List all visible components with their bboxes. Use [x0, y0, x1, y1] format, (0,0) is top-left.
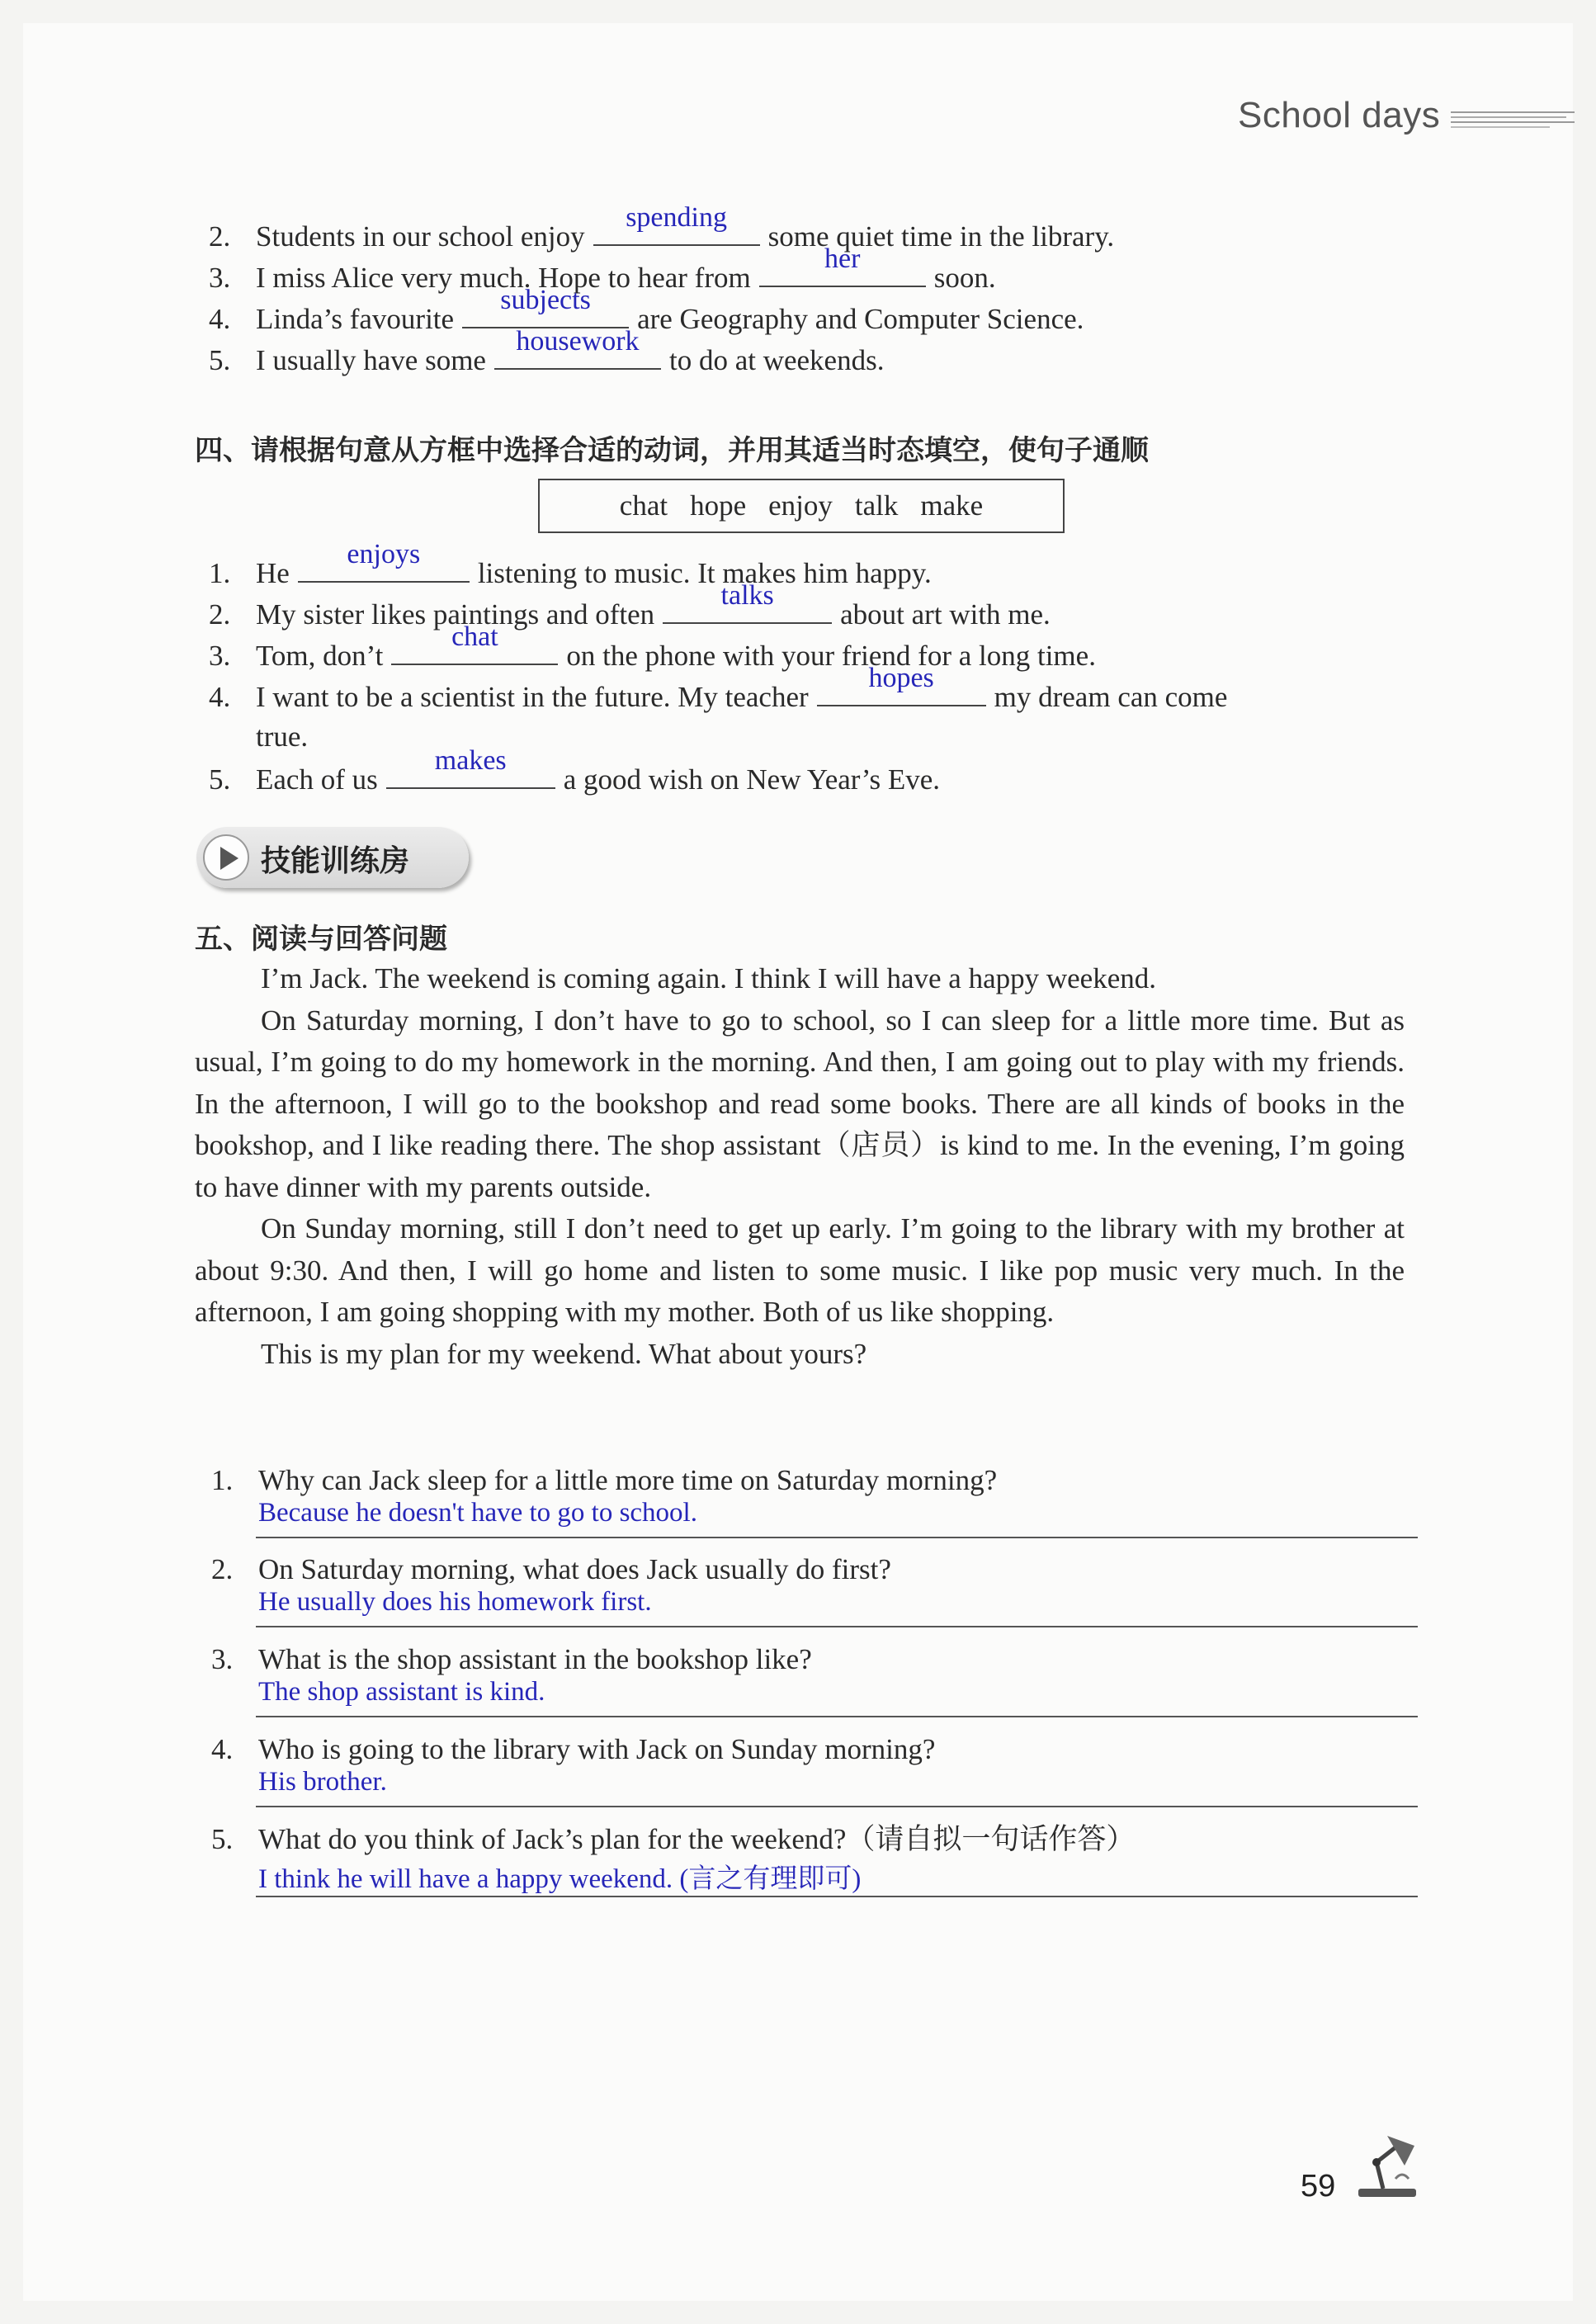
- page-number: 59: [1301, 2169, 1336, 2204]
- reading-passage: [195, 958, 1405, 1375]
- part4-item-5: 5. Each of us makes a good wish on New Year’s Eve.: [209, 745, 940, 796]
- question-2: 2. On Saturday morning, what does Jack usually do first?: [211, 1553, 891, 1585]
- passage-paragraph: On Saturday morning, I don’t have to go to school, so I can sleep for a little more time. But as usual, I’m going to do my homework in the morning. And then, I am going out to play with my friends. In the afternoon, I will go to the bookshop and read some books. There are all kinds of books in the bookshop, and I like reading there. The shop assistant（店员）is kind to me. In the evening, I’m going to have dinner with my parents outside.: [195, 1004, 1405, 1203]
- passage-paragraph: I’m Jack. The weekend is coming again. I think I will have a happy weekend.: [261, 962, 1156, 994]
- word-option: hope: [690, 489, 747, 522]
- answer-rule: [256, 1626, 1418, 1627]
- answer-blank[interactable]: [663, 580, 832, 624]
- play-icon: [203, 834, 249, 881]
- answer-rule: [256, 1537, 1418, 1538]
- handwritten-answer: makes: [434, 745, 507, 776]
- word-option: enjoy: [768, 489, 833, 522]
- answer-blank[interactable]: [494, 326, 661, 370]
- handwritten-answer: housework: [516, 326, 640, 357]
- handwritten-answer: chat: [451, 621, 498, 652]
- desk-lamp-icon: [1350, 2129, 1424, 2204]
- answer-blank[interactable]: [386, 745, 555, 789]
- part5-title: 五、阅读与回答问题: [195, 923, 447, 956]
- answer-line-1[interactable]: Because he doesn't have to go to school.: [258, 1498, 697, 1528]
- handwritten-answer: talks: [720, 580, 774, 611]
- passage-paragraph: On Sunday morning, still I don’t need to get up early. I’m going to the library with my brother at about 9:30. And then, I will go home and listen to some music. I like pop music very much. In the afternoon, I am going shopping with my mother. Both of us like shopping.: [195, 1212, 1405, 1328]
- answer-blank[interactable]: [298, 539, 470, 583]
- answer-blank[interactable]: [817, 663, 986, 706]
- word-option: chat: [619, 489, 668, 522]
- word-option: make: [920, 489, 984, 522]
- answer-blank[interactable]: [593, 202, 760, 246]
- question-3: 3. What is the shop assistant in the bookshop like?: [211, 1643, 812, 1675]
- question-4: 4. Who is going to the library with Jack on Sunday morning?: [211, 1733, 936, 1765]
- answer-rule: [256, 1806, 1418, 1807]
- part3-item-2: 2. Students in our school enjoy spending some quiet time in the library.: [209, 202, 1115, 253]
- word-box: [538, 479, 1065, 533]
- handwritten-answer: hopes: [868, 663, 934, 693]
- answer-rule: [256, 1716, 1418, 1717]
- answer-line-5[interactable]: I think he will have a happy weekend. (言之有理即可): [258, 1864, 862, 1894]
- handwritten-answer: enjoys: [347, 539, 421, 569]
- part4-item-4: 4. I want to be a scientist in the future. My teacher hopes my dream can come: [209, 663, 1228, 713]
- answer-line-2[interactable]: He usually does his homework first.: [258, 1587, 652, 1617]
- part4-title: 四、请根据句意从方框中选择合适的动词，并用其适当时态填空，使句子通顺: [195, 434, 1149, 467]
- answer-rule: [256, 1896, 1418, 1897]
- question-5: 5. What do you think of Jack’s plan for the weekend?（请自拟一句话作答）: [211, 1823, 1136, 1855]
- running-header-title: School days: [1238, 95, 1441, 135]
- part3-item-3: 3. I miss Alice very much. Hope to hear from her soon.: [209, 243, 996, 294]
- header-decoration-stripes: [1451, 109, 1575, 129]
- part4-item-1: 1. He enjoys listening to music. It makes him happy.: [209, 539, 932, 589]
- answer-line-4[interactable]: His brother.: [258, 1767, 387, 1797]
- word-option: talk: [854, 489, 899, 522]
- handwritten-answer: spending: [626, 202, 727, 233]
- question-1: 1. Why can Jack sleep for a little more time on Saturday morning?: [211, 1464, 998, 1496]
- skill-training-badge: 技能训练房: [196, 827, 469, 888]
- handwritten-answer: her: [824, 243, 861, 274]
- answer-line-3[interactable]: The shop assistant is kind.: [258, 1677, 545, 1707]
- answer-blank[interactable]: [391, 621, 558, 665]
- part4-item-2: 2. My sister likes paintings and often talks about art with me.: [209, 580, 1051, 631]
- answer-blank[interactable]: [759, 243, 926, 287]
- part4-item-3: 3. Tom, don’t chat on the phone with your friend for a long time.: [209, 621, 1096, 672]
- handwritten-answer: subjects: [500, 285, 591, 315]
- part3-item-5: 5. I usually have some housework to do at weekends.: [209, 326, 885, 376]
- part3-item-4: 4. Linda’s favourite subjects are Geography and Computer Science.: [209, 285, 1084, 335]
- answer-blank[interactable]: [462, 285, 629, 328]
- part4-item-4-continued: true.: [256, 720, 309, 753]
- passage-paragraph: This is my plan for my weekend. What about yours?: [261, 1337, 867, 1370]
